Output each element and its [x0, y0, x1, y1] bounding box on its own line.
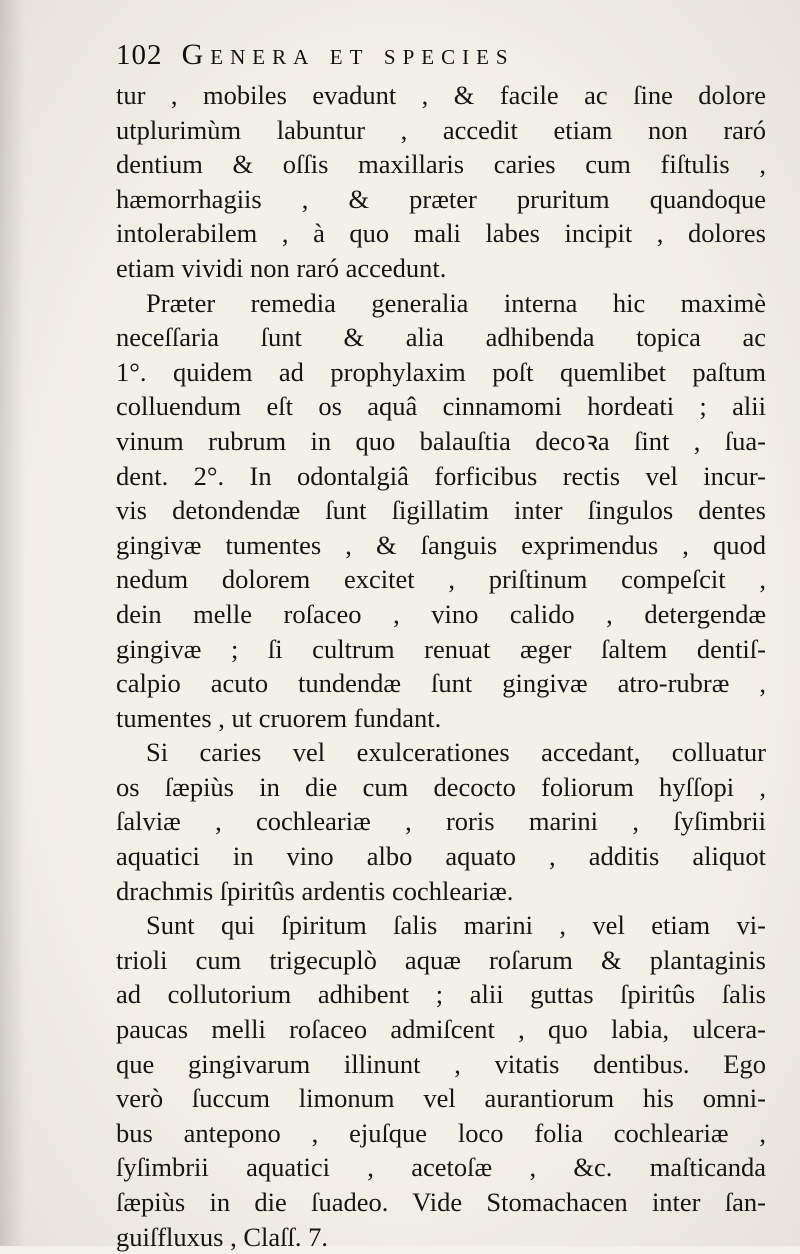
text-line: intolerabilem , à quo mali labes incipit , dolores — [116, 218, 766, 249]
text-line: drachmis ſpiritûs ardentis cochleariæ. — [116, 875, 514, 906]
text-line: Præter remedia generalia interna hic maximè — [146, 287, 766, 318]
text-line: verò ſuccum limonum vel aurantiorum his omni- — [116, 1083, 766, 1114]
text-line: gingivæ tumentes , & ſanguis exprimendus , quod — [116, 529, 766, 560]
text-line: guiſfluxus , Claſſ. 7. — [116, 1221, 328, 1252]
text-line: que gingivarum illinunt , vitatis dentibus. Ego — [116, 1048, 766, 1079]
text-line: dein melle roſaceo , vino calido , detergendæ — [116, 598, 766, 629]
text-line: utplurimùm labuntur , accedit etiam non raró — [116, 114, 766, 145]
running-title: Genera et species — [181, 38, 515, 71]
text-line: aquatici in vino albo aquato , additis aliquot — [116, 841, 766, 872]
text-line: ſæpiùs in die ſuadeo. Vide Stomachacen inter ſan- — [116, 1187, 766, 1217]
text-line: tumentes , ut cruorem fundant. — [116, 702, 442, 733]
text-line: hæmorrhagiis , & præter pruritum quandoque — [116, 183, 766, 214]
text-line: dentium & oſſis maxillaris caries cum fiſtulis , — [116, 149, 766, 180]
text-line: vis detondendæ ſunt ſigillatim inter ſingulos dentes — [116, 495, 766, 526]
text-line: ſalviæ , cochleariæ , roris marini , ſyſimbrii — [116, 806, 766, 837]
text-line: os ſæpiùs in die cum decocto foliorum hyſſopi , — [116, 771, 766, 802]
text-line: Sunt qui ſpiritum ſalis marini , vel etiam vi- — [146, 910, 766, 941]
text-line: vinum rubrum in quo balauſtia decoꝛa ſint , ſua- — [116, 425, 766, 456]
text-line: ſyſimbrii aquatici , acetoſæ , &c. maſticanda — [116, 1152, 766, 1183]
text-line: neceſſaria ſunt & alia adhibenda topica ac — [116, 322, 766, 353]
text-line: etiam vividi non raró accedunt. — [116, 252, 447, 283]
page-number: 102 — [116, 39, 163, 71]
text-line: ad collutorium adhibent ; alii guttas ſpiritûs ſalis — [116, 979, 766, 1010]
text-line: tur , mobiles evadunt , & facile ac ſine dolore — [116, 80, 766, 110]
text-line: nedum dolorem excitet , priſtinum compeſcit , — [116, 564, 766, 595]
running-head — [116, 38, 776, 82]
text-line: calpio acuto tundendæ ſunt gingivæ atro-rubræ , — [116, 668, 766, 699]
text-line: bus antepono , ejuſque loco folia cochleariæ , — [116, 1117, 766, 1148]
body-text — [116, 78, 766, 1254]
text-line: paucas melli roſaceo admiſcent , quo labia, ulcera- — [116, 1014, 766, 1045]
text-line: colluendum eſt os aquâ cinnamomi hordeati ; alii — [116, 391, 766, 422]
text-line: 1°. quidem ad prophylaxim poſt quemlibet paſtum — [116, 356, 766, 387]
binding-shadow — [0, 0, 26, 1246]
text-line: dent. 2°. In odontalgiâ forficibus rectis vel incur- — [116, 460, 766, 491]
text-line: gingivæ ; ſi cultrum renuat æger ſaltem dentiſ- — [116, 633, 766, 664]
text-line: Si caries vel exulcerationes accedant, colluatur — [146, 737, 766, 768]
text-line: trioli cum trigecuplò aquæ roſarum & plantaginis — [116, 944, 766, 975]
